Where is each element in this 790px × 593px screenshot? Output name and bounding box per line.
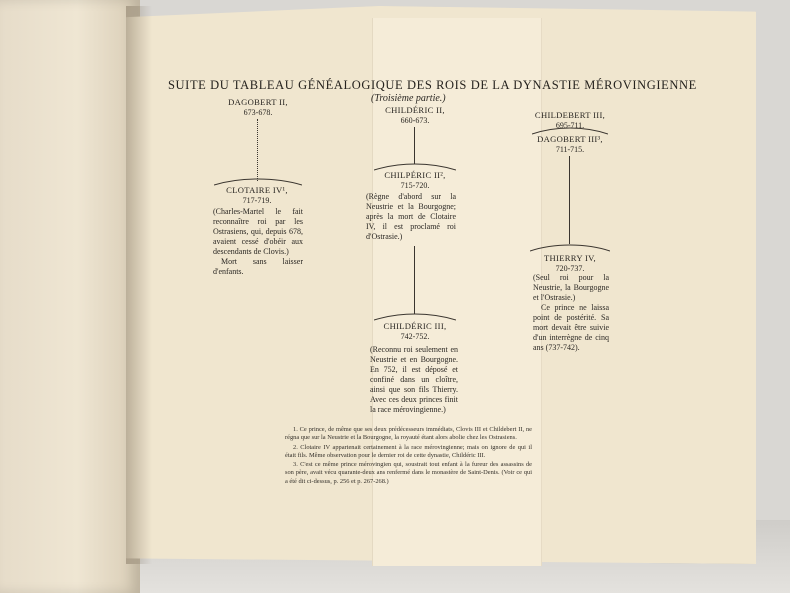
col1-king1: [198, 97, 318, 118]
col2-king3: [370, 321, 460, 342]
king-dates: 742-752.: [400, 331, 430, 341]
king-name: CHILDÉRIC III,: [383, 321, 447, 331]
lineage-line: [569, 156, 570, 244]
col2-king1: [370, 105, 460, 126]
king-dates: 711-715.: [555, 144, 585, 154]
king-name: DAGOBERT II,: [228, 97, 288, 107]
king-name: CHILDEBERT III,: [534, 110, 606, 120]
king-dates: 720-737.: [555, 263, 585, 273]
footnotes: [285, 426, 532, 487]
king-dates: 715-720.: [400, 180, 430, 190]
king-name: CHILPÉRIC II²,: [384, 170, 446, 180]
col3-king2: [528, 134, 612, 155]
footnote: 2. Clotaire IV appartenait certainement à la race mérovingienne; mais on ignore de qui il était fils. Même observation pour le dernier roi de cette dynastie, Childéric III.: [285, 443, 532, 459]
col2-note1: (Règne d'abord sur la Neustrie et la Bourgogne; après la mort de Clotaire IV, il est proclamé roi d'Ostrasie.): [366, 192, 456, 241]
king-dates: 717-719.: [242, 195, 272, 205]
lineage-line: [414, 246, 415, 314]
col2-note2: (Reconnu roi seulement en Neustrie et en Bourgogne. En 752, il est déposé et confiné dans un cloître, ainsi que son fils Thierry. Avec ces deux princes finit la race mérovingienne.): [370, 345, 458, 414]
left-page: [0, 0, 140, 593]
king-name: CHILDÉRIC II,: [385, 105, 445, 115]
col3-king3: [530, 253, 610, 274]
king-name: CLOTAIRE IV¹,: [226, 185, 288, 195]
col1-king2: [205, 185, 309, 206]
lineage-line: [414, 127, 415, 164]
lineage-dotted-line: [257, 119, 258, 181]
king-dates: 660-673.: [400, 115, 430, 125]
footnote: 1. Ce prince, de même que ses deux prédécesseurs immédiats, Clovis III et Childebert II, ne régna que sur la Neustrie et la Bourgogne, la royauté étant alors abolie chez les Ostrasiens.: [285, 426, 532, 442]
lineage-brace: [530, 244, 610, 252]
king-name: THIERRY IV,: [544, 253, 596, 263]
king-dates: 695-711.: [555, 120, 585, 130]
col1-note: (Charles-Martel le fait reconnaître roi par les Ostrasiens, qui, depuis 678, avaient cessé d'obéir aux descendants de Clovis.) Mort sans laisser d'enfants.: [213, 207, 303, 276]
col3-note: (Seul roi pour la Neustrie, la Bourgogne et l'Ostrasie.) Ce prince ne laissa point de postérité. Sa mort devait être suivie d'un interrègne de cinq ans (737-742).: [533, 273, 609, 352]
col2-king2: [370, 170, 460, 191]
king-dates: 673-678.: [243, 107, 273, 117]
page-fold-shadow: [126, 6, 152, 564]
lineage-brace: [374, 313, 456, 321]
page-title: SUITE DU TABLEAU GÉNÉALOGIQUE DES ROIS DE LA DYNASTIE MÉROVINGIENNE: [168, 78, 697, 92]
page-subtitle: (Troisième partie.): [371, 93, 446, 104]
king-name: DAGOBERT III³,: [537, 134, 603, 144]
footnote: 3. C'est ce même prince mérovingien qui, soustrait tout enfant à la fureur des assassins de son père, avait vécu quarante-deux ans renfermé dans le monastère de Saint-Denis. (Voir ce qui a été dit ci-dessus, p. 256 et p. 267-268.): [285, 461, 532, 485]
